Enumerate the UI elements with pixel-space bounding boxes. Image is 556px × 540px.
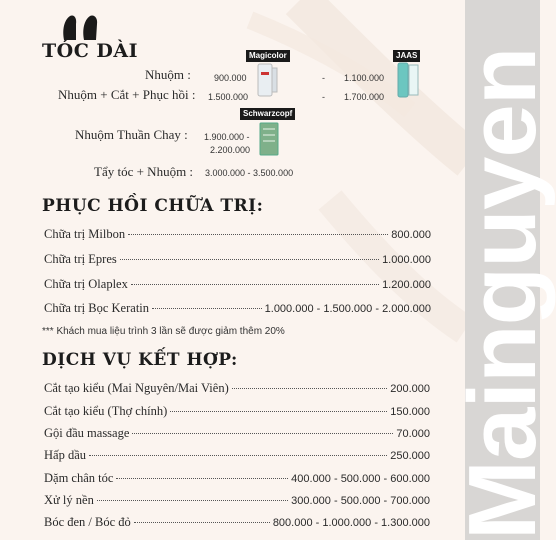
dye-box-icon <box>258 121 280 157</box>
dot-leader <box>170 411 387 412</box>
price-dye-cut-low: 1.500.000 <box>208 92 249 102</box>
dot-leader <box>120 259 379 260</box>
dot-leader <box>152 308 262 309</box>
service-price: 150.000 <box>390 406 430 418</box>
dot-leader <box>132 433 393 434</box>
list-item <box>44 493 430 511</box>
service-name: Gội đầu massage <box>44 426 130 440</box>
list-item <box>44 404 430 422</box>
list-item <box>44 252 431 270</box>
brand-tag-jaas: JAAS <box>393 50 420 62</box>
service-price: 400.000 - 500.000 - 600.000 <box>291 473 430 485</box>
service-name: Xử lý nền <box>44 493 94 507</box>
dot-leader <box>97 500 288 501</box>
dye-tube-icon <box>256 62 278 98</box>
service-price: 1.000.000 - 1.500.000 - 2.000.000 <box>264 303 431 315</box>
service-name: Chữa trị Milbon <box>44 227 126 241</box>
service-name: Chữa trị Bọc Keratin <box>44 301 150 315</box>
price-vegan-line2: 2.200.000 <box>210 145 251 155</box>
service-name: Cắt tạo kiểu (Mai Nguyên/Mai Viên) <box>44 381 229 395</box>
list-item <box>44 277 431 295</box>
dot-leader <box>232 388 387 389</box>
dot-leader <box>128 234 388 235</box>
section-title-long-hair: TÓC DÀI <box>42 40 139 62</box>
price-bleach: 3.000.000 - 3.500.000 <box>205 168 294 178</box>
discount-note: *** Khách mua liệu trình 3 lần sẽ được giảm thêm 20% <box>42 326 285 337</box>
service-price: 200.000 <box>390 383 430 395</box>
row-label-dye-cut: Nhuộm + Cắt + Phục hồi : <box>58 87 196 102</box>
row-label-bleach: Tẩy tóc + Nhuộm : <box>94 164 194 179</box>
row-label-vegan-dye: Nhuộm Thuần Chay : <box>75 127 188 142</box>
service-name: Hấp dầu <box>44 448 86 462</box>
brand-tag-schwarzkopf: Schwarzcopf <box>240 108 295 120</box>
price-dye-low: 900.000 <box>214 73 247 83</box>
service-price: 1.000.000 <box>382 254 431 266</box>
dot-leader <box>89 455 387 456</box>
side-brand-band <box>449 0 556 540</box>
list-item <box>44 301 431 319</box>
price-dash: - <box>322 92 325 102</box>
service-price: 800.000 - 1.000.000 - 1.300.000 <box>272 517 430 529</box>
list-item <box>44 515 430 533</box>
dot-leader <box>134 522 270 523</box>
price-dash: - <box>322 73 325 83</box>
section-title-combo: DỊCH VỤ KẾT HỢP: <box>42 350 238 370</box>
service-name: Chữa trị Olaplex <box>44 277 128 291</box>
list-item <box>44 227 431 245</box>
dye-tube-icon <box>395 61 421 99</box>
price-vegan-line1: 1.900.000 - <box>204 132 250 142</box>
fingers-logo-icon <box>60 12 102 42</box>
dot-leader <box>116 478 288 479</box>
service-price: 70.000 <box>396 428 430 440</box>
service-price: 250.000 <box>390 450 430 462</box>
list-item <box>44 448 430 466</box>
list-item <box>44 471 430 489</box>
row-label-dye: Nhuộm : <box>145 67 191 82</box>
service-name: Cắt tạo kiểu (Thợ chính) <box>44 404 168 418</box>
section-title-treatment: PHỤC HỒI CHỮA TRỊ: <box>42 196 264 216</box>
service-price: 300.000 - 500.000 - 700.000 <box>291 495 430 507</box>
list-item <box>44 381 430 399</box>
service-name: Bóc đen / Bóc đỏ <box>44 515 131 529</box>
service-name: Dặm chân tóc <box>44 471 114 485</box>
list-item <box>44 426 430 444</box>
service-price: 800.000 <box>391 229 431 241</box>
service-name: Chữa trị Epres <box>44 252 117 266</box>
price-dye-cut-high: 1.700.000 <box>344 92 385 102</box>
price-dye-high: 1.100.000 <box>344 73 385 83</box>
brand-tag-magicolor: Magicolor <box>246 50 290 62</box>
service-price: 1.200.000 <box>382 279 431 291</box>
dot-leader <box>131 284 379 285</box>
side-brand-text: Mainguyen <box>449 47 556 540</box>
